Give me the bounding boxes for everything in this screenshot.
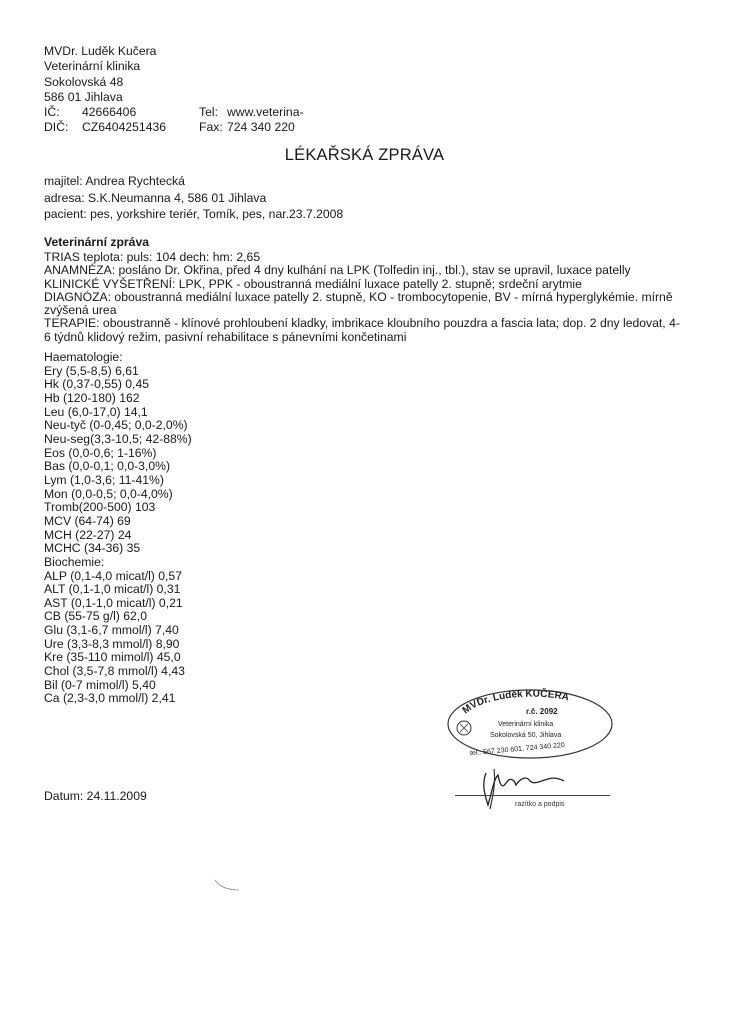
tel-row	[199, 105, 304, 120]
lab-result-line: ALP (0,1-4,0 micat/l) 0,57	[44, 568, 182, 583]
lab-result-line: MCV (64-74) 69	[44, 513, 131, 528]
lab-result-line: Ery (5,5-8,5) 6,61	[44, 363, 139, 378]
lab-result-line: Bil (0-7 mimol/l) 5,40	[44, 677, 156, 692]
section-heading: Veterinární zpráva	[44, 235, 149, 249]
report-body	[44, 251, 684, 344]
lab-result-line: Chol (3,5-7,8 mmol/l) 4,43	[44, 664, 185, 679]
contact-block	[199, 105, 304, 136]
report-line: TERAPIE: oboustranně - klínové prohloubení kladky, imbrikace kloubního pouzdra a fascia lata; dop. 2 dny ledovat, 4-6 týdnů klidový režim, pasivní rehabilitace s pánevními končetinami	[44, 316, 680, 344]
tel-value: www.veterina-	[227, 105, 304, 119]
report-line: DIAGNÓZA: oboustranná mediální luxace patelly 2. stupně, KO - trombocytopenie, BV - mírná hyperglykémie. mírně zvýšená urea	[44, 289, 673, 318]
stamp-number: r.č. 2092	[526, 707, 558, 716]
owner-block	[44, 173, 343, 223]
lab-result-line: Neu-tyč (0-0,45; 0,0-2,0%)	[44, 418, 188, 433]
header-line: 586 01 Jihlava	[44, 89, 123, 104]
signature-label: razítko a podpis	[515, 801, 565, 808]
report-line: KLINICKÉ VYŠETŘENÍ: LPK, PPK - oboustranná mediální luxace patelly 2. stupně; srdeční arytmie	[44, 276, 582, 291]
lab-result-line: MCHC (34-36) 35	[44, 541, 141, 556]
lab-result-line: AST (0,1-1,0 micat/l) 0,21	[44, 595, 183, 610]
stamp-emblem-icon	[457, 721, 471, 735]
date: Datum: 24.11.2009	[44, 789, 147, 803]
fax-row	[199, 120, 304, 135]
address-line: adresa: S.K.Neumanna 4, 586 01 Jihlava	[44, 190, 267, 205]
report-line: TRIAS teplota: puls: 104 dech: hm: 2,65	[44, 250, 261, 264]
lab-result-line: Eos (0,0-0,6; 1-16%)	[44, 445, 157, 460]
ic-row	[44, 105, 166, 120]
lab-result-line: Kre (35-110 mimol/l) 45,0	[44, 650, 181, 665]
lab-result-line: Haematologie:	[44, 350, 123, 364]
stamp-arc-text: MVDr. Luděk KUČERA	[460, 688, 570, 717]
lab-result-line: Leu (6,0-17,0) 14,1	[44, 404, 148, 419]
header-line: MVDr. Luděk Kučera	[44, 44, 157, 58]
lab-result-line: MCH (22-27) 24	[44, 527, 132, 542]
stray-mark	[213, 878, 243, 894]
stamp-line1: Veterinární klinika	[498, 721, 554, 728]
lab-result-line: Biochemie:	[44, 554, 105, 569]
ic-label: IČ:	[44, 105, 60, 120]
dic-label: DIČ:	[44, 120, 69, 135]
clinic-header	[44, 44, 166, 136]
dic-row	[44, 120, 166, 135]
lab-result-line: ALT (0,1-1,0 micat/l) 0,31	[44, 582, 181, 597]
stamp-graphic	[440, 684, 620, 764]
owner-line: majitel: Andrea Rychtecká	[44, 174, 185, 188]
tel-label: Tel:	[199, 105, 218, 119]
header-line: Sokolovská 48	[44, 74, 124, 89]
lab-result-line: CB (55-75 g/l) 62,0	[44, 609, 147, 624]
lab-result-line: Glu (3,1-6,7 mmol/l) 7,40	[44, 623, 179, 638]
report-line: ANAMNÉZA: posláno Dr. Okřina, před 4 dny kulhání na LPK (Tolfedin inj., tbl.), stav se upravil, luxace patelly	[44, 263, 631, 278]
lab-result-line: Tromb(200-500) 103	[44, 500, 156, 515]
document-title: LÉKAŘSKÁ ZPRÁVA	[284, 146, 445, 164]
lab-result-line: Neu-seg(3,3-10,5; 42-88%)	[44, 431, 192, 446]
lab-results	[44, 351, 192, 706]
patient-line: pacient: pes, yorkshire teriér, Tomík, pes, nar.23.7.2008	[44, 207, 344, 221]
lab-result-line: Lym (1,0-3,6; 11-41%)	[44, 472, 164, 487]
signature-line	[455, 795, 610, 796]
fax-label: Fax:	[199, 120, 223, 135]
ic-value: 42666406	[82, 105, 137, 120]
stamp-tel: tel.: 567 230 601, 724 340 220	[469, 741, 566, 758]
lab-result-line: Hk (0,37-0,55) 0,45	[44, 377, 150, 392]
fax-value: 724 340 220	[227, 120, 295, 135]
lab-result-line: Mon (0,0-0,5; 0,0-4,0%)	[44, 486, 173, 501]
header-line: Veterinární klinika	[44, 59, 141, 74]
dic-value: CZ6404251436	[82, 120, 167, 135]
lab-result-line: Ure (3,3-8,3 mmol/l) 8,90	[44, 636, 180, 651]
lab-result-line: Hb (120-180) 162	[44, 390, 140, 405]
lab-result-line: Bas (0,0-0,1; 0,0-3,0%)	[44, 459, 170, 474]
lab-result-line: Ca (2,3-3,0 mmol/l) 2,41	[44, 691, 176, 706]
stamp-line2: Sokolovská 50, Jihlava	[490, 732, 562, 739]
